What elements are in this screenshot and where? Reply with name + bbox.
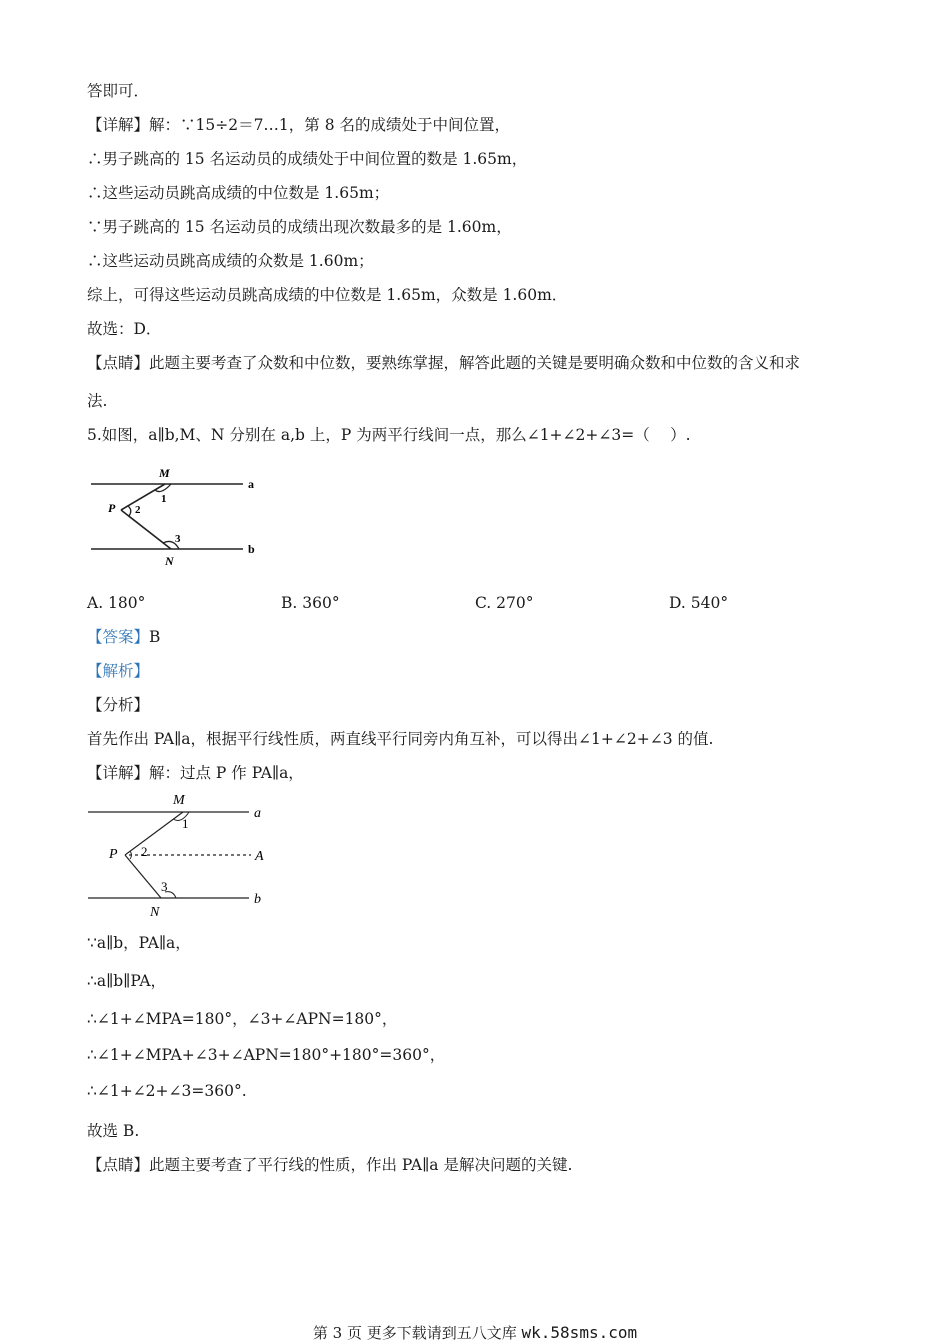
option-b: B. 360°	[281, 594, 340, 612]
text-line: ∴这些运动员跳高成绩的众数是 1.60m；	[87, 252, 374, 270]
text-line: ∴男子跳高的 15 名运动员的成绩处于中间位置的数是 1.65m，	[87, 150, 528, 168]
footer-site-link[interactable]: wk.58sms.com	[521, 1323, 638, 1342]
label-a: a	[248, 477, 254, 491]
text-line: 故选：D．	[87, 320, 162, 338]
step-line: ∵a∥b，PA∥a，	[87, 934, 191, 952]
option-d: D. 540°	[669, 594, 729, 612]
label-angle-3: 3	[175, 533, 181, 545]
choice-line: 故选 B.	[87, 1122, 140, 1140]
text-line: ∵男子跳高的 15 名运动员的成绩出现次数最多的是 1.60m，	[87, 218, 512, 236]
detail-text: 【详解】解：过点 P 作 PA∥a，	[87, 764, 304, 782]
step-line: ∴∠1+∠MPA+∠3+∠APN=180°+180°=360°，	[87, 1046, 446, 1064]
text-line: 综上，可得这些运动员跳高成绩的中位数是 1.65m，众数是 1.60m．	[87, 286, 568, 304]
label-m: M	[173, 793, 185, 808]
step-line: ∴∠1+∠MPA=180°，∠3+∠APN=180°，	[87, 1010, 398, 1028]
segment-pm	[125, 812, 183, 855]
answer-line	[87, 626, 160, 648]
analysis-heading: 【解析】	[87, 662, 150, 680]
text-line: 【详解】解：∵15÷2＝7…1，第 8 名的成绩处于中间位置，	[87, 116, 511, 134]
label-a: a	[254, 806, 261, 821]
label-p: P	[109, 847, 118, 862]
answer-label: 【答案】	[87, 628, 150, 646]
text-line: 答即可．	[87, 82, 150, 100]
label-n: N	[150, 905, 160, 920]
label-angle-1: 1	[161, 493, 167, 505]
segment-pn	[125, 855, 161, 898]
label-angle-1: 1	[182, 816, 189, 831]
question-figure	[85, 462, 270, 572]
comment-line: 法.	[87, 392, 108, 410]
answer-value: B	[149, 628, 161, 646]
label-b: b	[254, 892, 261, 907]
page-footer	[0, 1322, 950, 1343]
footer-page-text: 第 3 页 更多下载请到五八文库	[312, 1324, 517, 1342]
analysis-text: 首先作出 PA∥a，根据平行线性质，两直线平行同旁内角互补，可以得出∠1+∠2+∠3 的值.	[87, 730, 714, 748]
question-stem: 5.如图，a∥b,M、N 分别在 a,b 上，P 为两平行线间一点，那么∠1+∠2+∠3=（ ）.	[87, 426, 691, 444]
solution-figure	[85, 788, 280, 923]
label-angle-3: 3	[161, 879, 168, 894]
label-pa-end: A	[255, 849, 264, 864]
label-n: N	[165, 554, 174, 568]
segment-pm	[121, 484, 165, 510]
option-c: C. 270°	[475, 594, 534, 612]
angle-2-arc	[128, 506, 131, 516]
label-b: b	[248, 542, 255, 556]
text-line: ∴这些运动员跳高成绩的中位数是 1.65m；	[87, 184, 390, 202]
comment-line: 【点睛】此题主要考查了平行线的性质，作出 PA∥a 是解决问题的关键.	[87, 1156, 573, 1174]
comment-line: 【点睛】此题主要考查了众数和中位数，要熟练掌握，解答此题的关键是要明确众数和中位数的含义和求	[87, 354, 801, 372]
label-m: M	[159, 466, 170, 480]
step-line: ∴a∥b∥PA，	[87, 972, 167, 990]
step-line: ∴∠1+∠2+∠3=360°.	[87, 1082, 247, 1100]
option-a: A. 180°	[87, 594, 146, 612]
label-angle-2: 2	[141, 844, 148, 859]
fenxi-heading: 【分析】	[87, 696, 150, 714]
label-p: P	[108, 501, 116, 515]
label-angle-2: 2	[135, 504, 141, 516]
